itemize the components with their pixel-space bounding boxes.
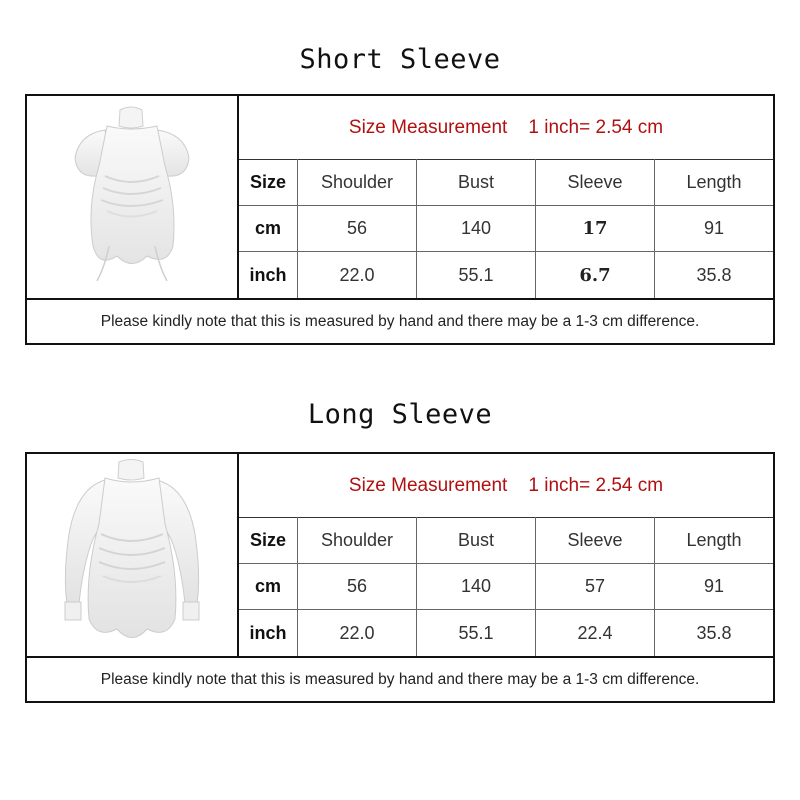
- short-sleeve-size-table: [25, 94, 775, 345]
- short-sleeve-blouse-icon: [27, 96, 237, 298]
- table-cell: 17: [536, 205, 655, 251]
- column-header: Bust: [417, 159, 536, 205]
- column-header: Size: [239, 517, 298, 563]
- long-sleeve-header-row: [239, 517, 773, 563]
- column-header: Shoulder: [298, 159, 417, 205]
- table-cell: 91: [703, 575, 725, 596]
- row-label: inch: [239, 610, 298, 656]
- table-cell: 55.1: [417, 252, 536, 298]
- long-sleeve-blouse-icon: [27, 454, 237, 656]
- row-label: cm: [239, 563, 298, 609]
- column-header: Length: [686, 529, 742, 550]
- column-header: Bust: [417, 517, 536, 563]
- table-cell: 6.7: [536, 252, 655, 298]
- short-sleeve-title: Short Sleeve: [299, 44, 501, 75]
- short-sleeve-photo: [27, 96, 239, 298]
- column-header: Shoulder: [298, 517, 417, 563]
- table-cell: 91: [703, 217, 725, 238]
- table-cell: 22.0: [298, 252, 417, 298]
- row-label: inch: [239, 252, 298, 298]
- table-row: [239, 205, 773, 251]
- column-header: Sleeve: [536, 517, 655, 563]
- table-cell: 140: [417, 205, 536, 251]
- table-cell: 56: [298, 205, 417, 251]
- table-cell: 22.0: [298, 610, 417, 656]
- long-sleeve-grid: [239, 517, 773, 656]
- table-row: [239, 610, 773, 656]
- column-header: Length: [686, 171, 742, 192]
- table-cell: 55.1: [417, 610, 536, 656]
- row-label: cm: [239, 205, 298, 251]
- column-header: Sleeve: [536, 159, 655, 205]
- table-cell: 35.8: [696, 264, 732, 285]
- table-cell: 22.4: [536, 610, 655, 656]
- short-sleeve-header: Size Measurement 1 inch= 2.54 cm: [239, 96, 773, 160]
- short-sleeve-grid: [239, 159, 773, 298]
- table-cell: 57: [536, 563, 655, 609]
- table-row: [239, 563, 773, 609]
- long-sleeve-photo: [27, 454, 239, 656]
- long-sleeve-header: Size Measurement 1 inch= 2.54 cm: [239, 454, 773, 518]
- short-sleeve-note: Please kindly note that this is measured by hand and there may be a 1-3 cm difference.: [27, 298, 773, 343]
- long-sleeve-title: Long Sleeve: [307, 399, 493, 430]
- long-sleeve-size-table: [25, 452, 775, 703]
- table-cell: 140: [417, 563, 536, 609]
- table-cell: 56: [298, 563, 417, 609]
- table-cell: 35.8: [696, 622, 732, 643]
- table-row: [239, 252, 773, 298]
- short-sleeve-header-row: [239, 159, 773, 205]
- long-sleeve-note: Please kindly note that this is measured by hand and there may be a 1-3 cm difference.: [27, 656, 773, 701]
- column-header: Size: [239, 159, 298, 205]
